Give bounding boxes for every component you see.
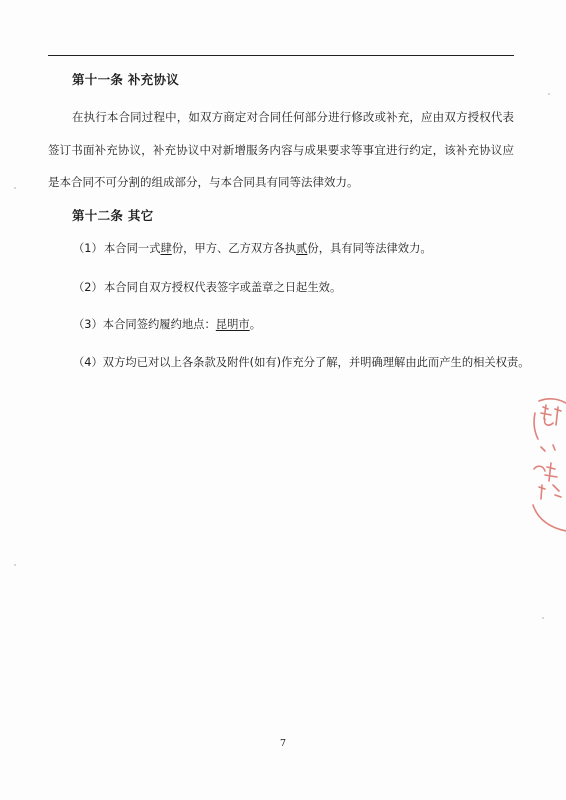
clause-3-location: 昆明市 <box>215 318 250 331</box>
clause-3 <box>73 316 261 332</box>
scan-speck <box>542 617 544 619</box>
scan-speck <box>548 93 550 95</box>
clause-3-text-start: 本合同签约履约地点： <box>102 318 216 331</box>
clause-1 <box>73 240 432 256</box>
clause-4-number: （4） <box>73 356 103 369</box>
clause-2-text: 本合同自双方授权代表签字或盖章之日起生效。 <box>104 281 342 294</box>
clause-2 <box>73 279 341 295</box>
clause-1-copies-each: 贰 <box>296 242 308 255</box>
clause-3-text-end: 。 <box>249 318 261 331</box>
clause-4-text: 双方均已对以上各条款及附件(如有)作充分了解，并明确理解由此而产生的相关权责。 <box>102 356 530 369</box>
article-11-heading: 第十一条 补充协议 <box>72 72 180 87</box>
header-rule <box>48 55 514 56</box>
clause-3-number: （3） <box>73 318 103 331</box>
clause-4 <box>73 354 530 370</box>
scan-speck <box>14 187 16 189</box>
clause-1-text-start: 本合同一式 <box>104 242 161 255</box>
page-number: 7 <box>279 738 287 749</box>
article-11-paragraph: 在执行本合同过程中，如双方商定对合同任何部分进行修改或补充，应由双方授权代表签订书面补充协议，补充协议中对新增服务内容与成果要求等事宜进行约定，该补充协议应是本合同不可分割的组成部分，与本合同具有同等法律效力。 <box>48 110 514 189</box>
scan-speck <box>14 564 16 566</box>
clause-1-copies-total: 肆 <box>160 242 172 255</box>
clause-2-number: （2） <box>73 281 103 294</box>
clause-1-number: （1） <box>73 242 103 255</box>
clause-1-text-middle: 份，甲方、乙方双方各执 <box>171 242 297 255</box>
article-12-heading: 第十二条 其它 <box>72 208 154 223</box>
partial-seal-stamp <box>525 395 566 535</box>
clause-1-text-end: 份，具有同等法律效力。 <box>307 242 432 255</box>
